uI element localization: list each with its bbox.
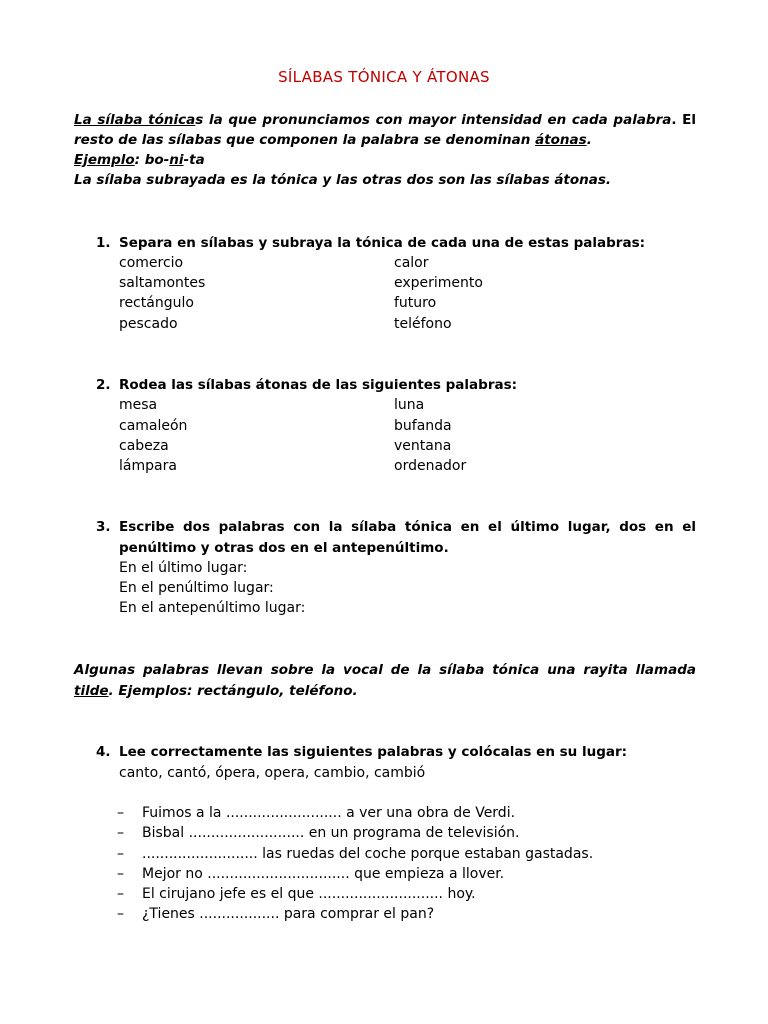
- q4-sentence: El cirujano jefe es el que ............................ hoy.: [142, 886, 476, 902]
- example-text: : bo-: [134, 152, 170, 168]
- tilde-note-line-1: Algunas palabras llevan sobre la vocal de la sílaba tónica una rayita llamada: [74, 662, 696, 678]
- q1-instruction: Separa en sílabas y subraya la tónica de cada una de estas palabras:: [119, 235, 646, 251]
- example-label: Ejemplo: [74, 152, 135, 168]
- q1-word: comercio: [119, 255, 184, 271]
- q3-instruction-line-2: penúltimo y otras dos en el antepenúltimo.: [119, 540, 449, 556]
- q2-word: ordenador: [394, 458, 467, 474]
- q2-word: bufanda: [394, 418, 452, 434]
- q2-word: ventana: [394, 438, 452, 454]
- intro-line-3: [74, 150, 696, 170]
- intro-text: resto de las sílabas que componen la palabra se denominan: [74, 132, 536, 148]
- intro-line-2: [74, 130, 696, 150]
- q1-word: rectángulo: [119, 295, 194, 311]
- q1-number: 1.: [96, 235, 111, 251]
- q1-word: futuro: [394, 295, 437, 311]
- example-text: -ta: [183, 152, 205, 168]
- q2-word: mesa: [119, 397, 158, 413]
- bullet-dash: –: [117, 906, 124, 922]
- q4-sentence: Bisbal .......................... en un programa de televisión.: [142, 825, 520, 841]
- intro-line-4: La sílaba subrayada es la tónica y las otras dos son las sílabas átonas.: [74, 172, 612, 188]
- q4-number: 4.: [96, 744, 111, 760]
- q2-word: luna: [394, 397, 425, 413]
- q1-word: teléfono: [394, 316, 452, 332]
- q4-instruction: Lee correctamente las siguientes palabras y colócalas en su lugar:: [119, 744, 628, 760]
- q3-instruction-line-1: Escribe dos palabras con la sílaba tónica en el último lugar, dos en el: [119, 519, 696, 535]
- q3-answer-line: En el penúltimo lugar:: [119, 580, 274, 596]
- bullet-dash: –: [117, 886, 124, 902]
- tilde-term: tilde: [74, 683, 109, 699]
- example-tonic-syllable: ni: [169, 152, 184, 168]
- intro-term-atonas: átonas: [535, 132, 587, 148]
- q1-word: experimento: [394, 275, 483, 291]
- intro-term-tonica: La sílaba tónica: [74, 112, 196, 128]
- q2-word: lámpara: [119, 458, 177, 474]
- q4-word-list: canto, cantó, ópera, opera, cambio, cambió: [119, 765, 426, 781]
- q2-word: camaleón: [119, 418, 188, 434]
- tilde-note-line-2: [74, 681, 696, 701]
- intro-text: s la que pronunciamos con mayor intensidad en cada palabra: [195, 112, 672, 128]
- q4-sentence: Mejor no ................................ que empieza a llover.: [142, 866, 505, 882]
- page-title: SÍLABAS TÓNICA Y ÁTONAS: [278, 68, 490, 86]
- q1-word: saltamontes: [119, 275, 206, 291]
- q4-sentence: .......................... las ruedas del coche porque estaban gastadas.: [142, 846, 594, 862]
- q4-sentence: Fuimos a la .......................... a ver una obra de Verdi.: [142, 805, 516, 821]
- bullet-dash: –: [117, 866, 124, 882]
- q2-number: 2.: [96, 377, 111, 393]
- q3-answer-line: En el último lugar:: [119, 560, 248, 576]
- bullet-dash: –: [117, 846, 124, 862]
- intro-text: . El: [671, 112, 696, 128]
- bullet-dash: –: [117, 805, 124, 821]
- q3-answer-line: En el antepenúltimo lugar:: [119, 600, 306, 616]
- q2-instruction: Rodea las sílabas átonas de las siguientes palabras:: [119, 377, 518, 393]
- intro-line-1: [74, 110, 696, 130]
- q4-sentence: ¿Tienes .................. para comprar el pan?: [142, 906, 435, 922]
- q1-word: pescado: [119, 316, 178, 332]
- intro-text: .: [586, 132, 592, 148]
- tilde-examples: . Ejemplos: rectángulo, teléfono.: [108, 683, 358, 699]
- q1-word: calor: [394, 255, 429, 271]
- bullet-dash: –: [117, 825, 124, 841]
- q3-number: 3.: [96, 519, 111, 535]
- q2-word: cabeza: [119, 438, 169, 454]
